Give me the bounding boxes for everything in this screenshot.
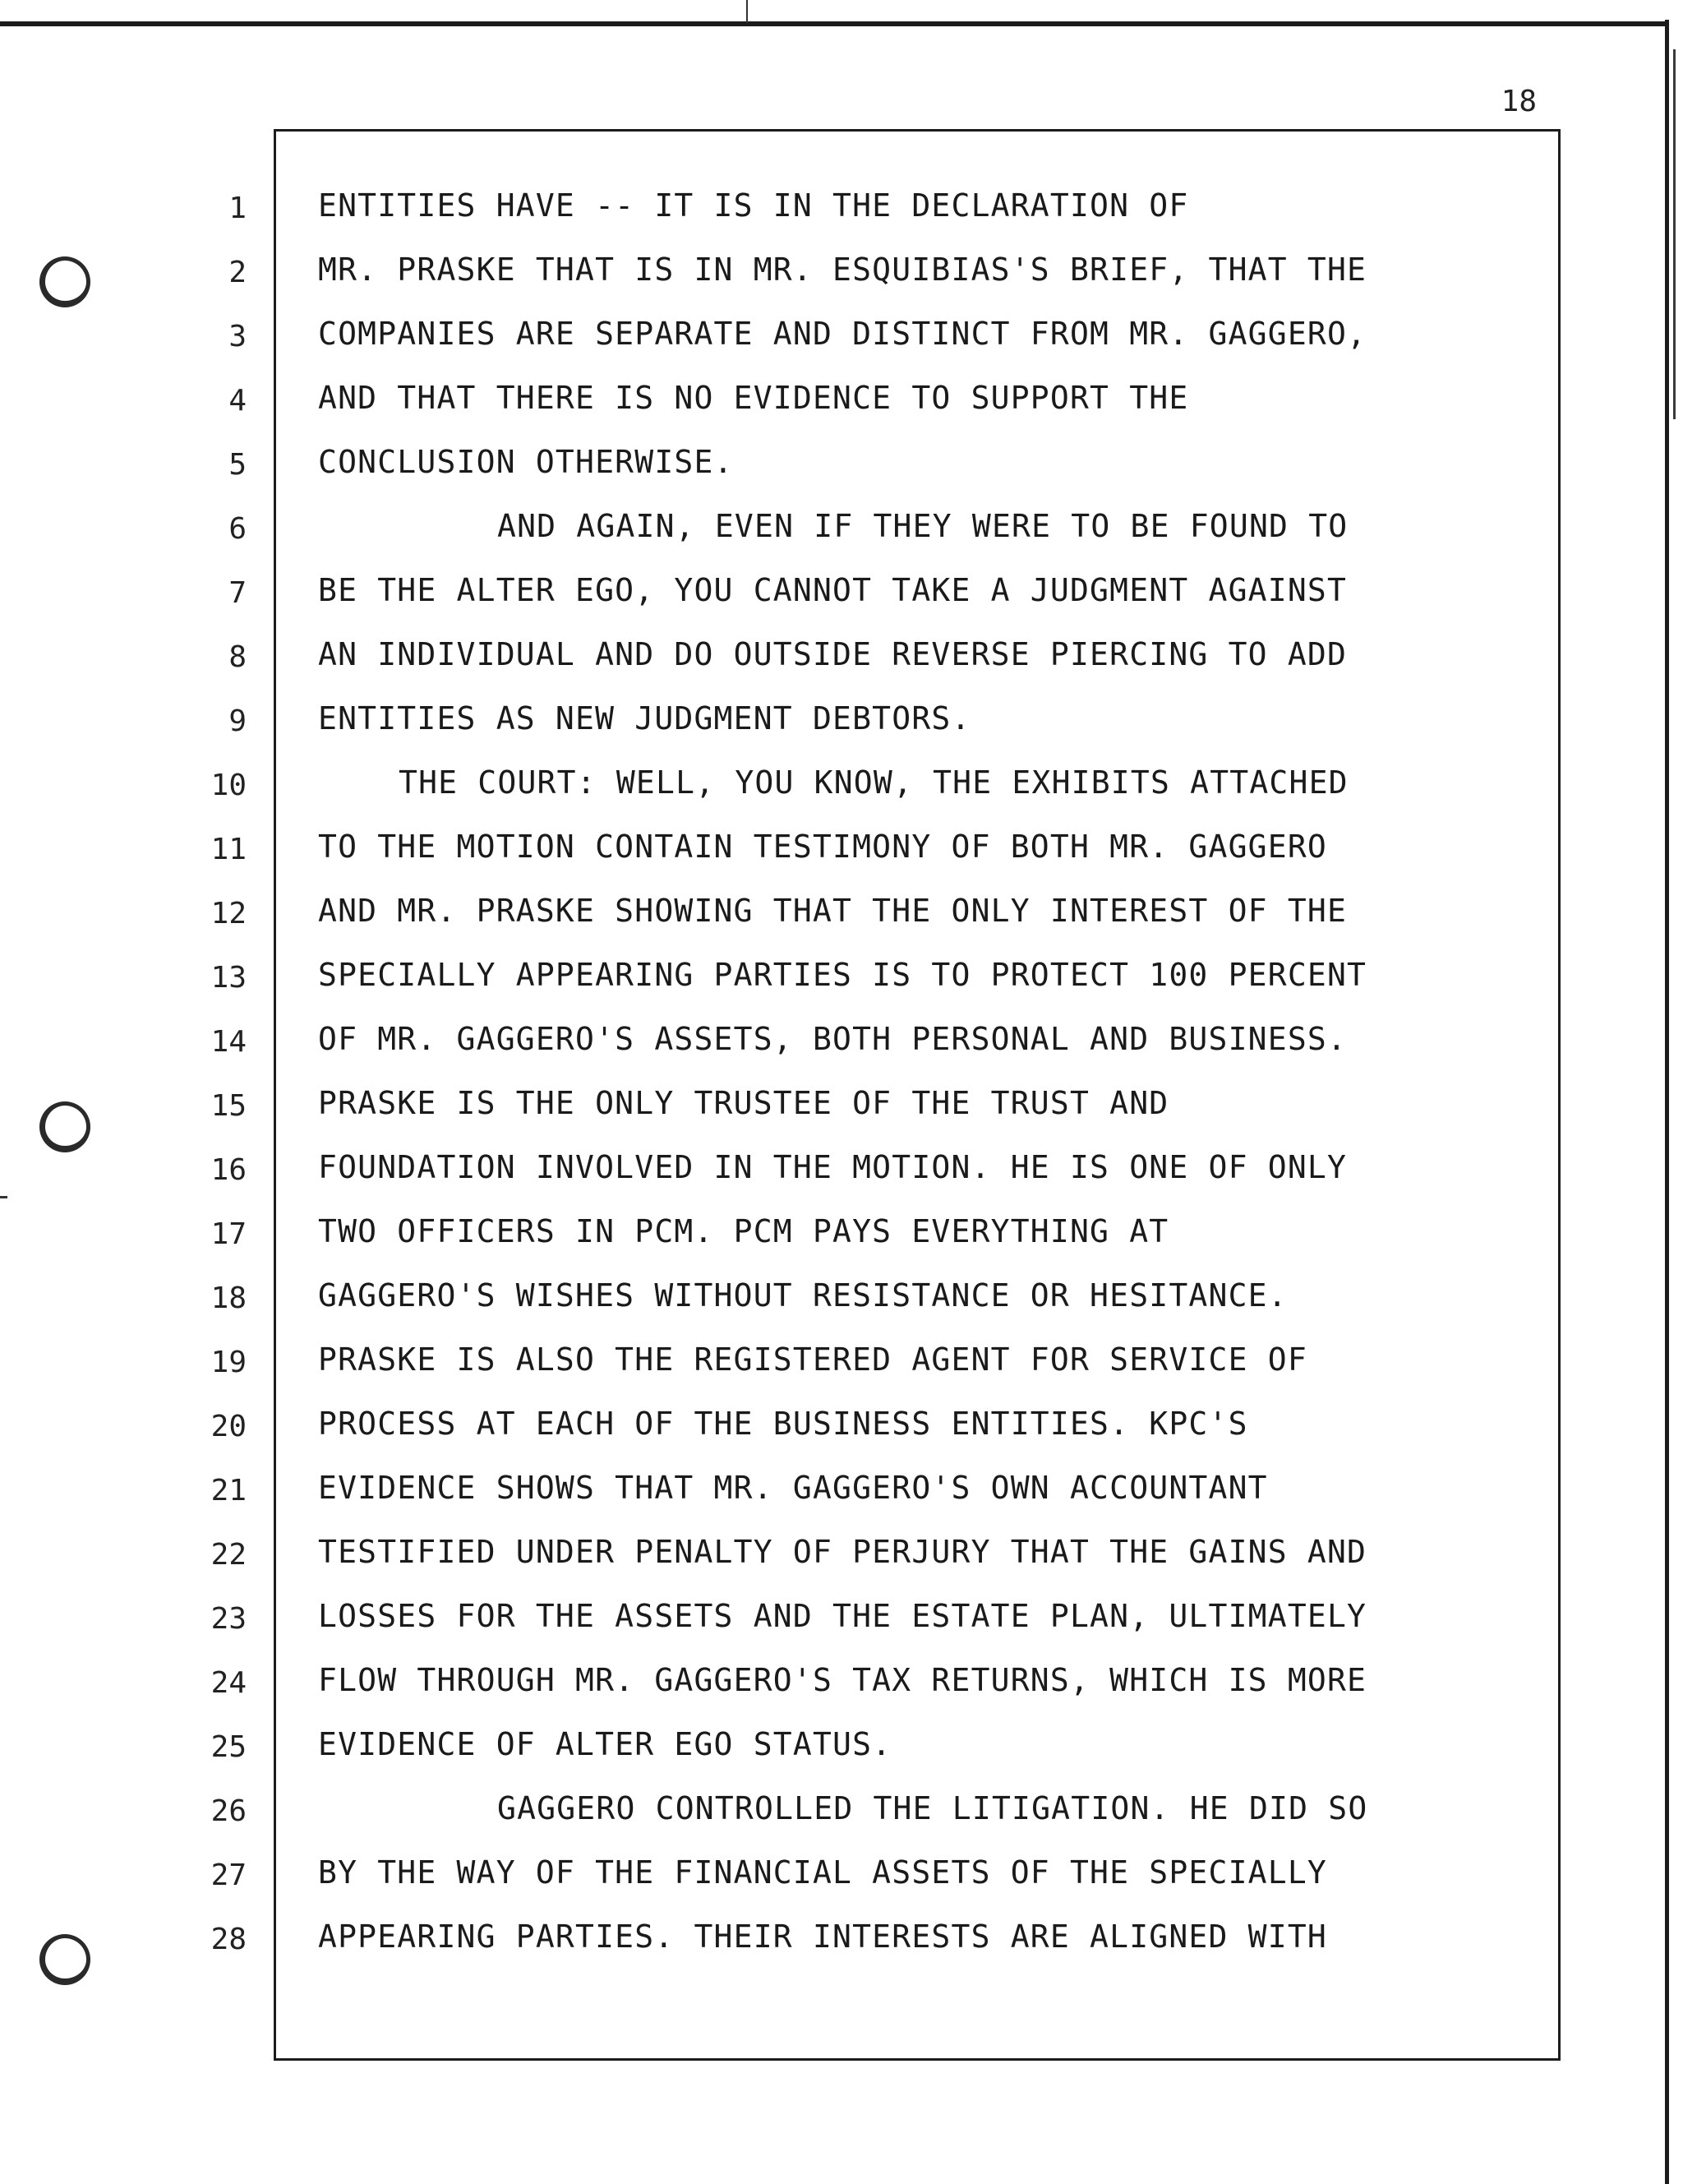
transcript-line: PRASKE IS THE ONLY TRUSTEE OF THE TRUST AND bbox=[318, 1085, 1169, 1121]
transcript-line: ENTITIES HAVE -- IT IS IN THE DECLARATION OF bbox=[318, 187, 1189, 224]
transcript-line: PROCESS AT EACH OF THE BUSINESS ENTITIES. KPC'S bbox=[318, 1406, 1248, 1442]
transcript-line: MR. PRASKE THAT IS IN MR. ESQUIBIAS'S BRIEF, THAT THE bbox=[318, 252, 1367, 288]
line-number: 11 bbox=[210, 833, 247, 866]
transcript-line: TWO OFFICERS IN PCM. PCM PAYS EVERYTHING AT bbox=[318, 1213, 1169, 1249]
transcript-line: EVIDENCE SHOWS THAT MR. GAGGERO'S OWN ACCOUNTANT bbox=[318, 1470, 1268, 1506]
line-number: 15 bbox=[210, 1089, 247, 1123]
transcript-line: TESTIFIED UNDER PENALTY OF PERJURY THAT THE GAINS AND bbox=[318, 1534, 1367, 1570]
line-number: 7 bbox=[228, 576, 247, 610]
transcript-line: BE THE ALTER EGO, YOU CANNOT TAKE A JUDGMENT AGAINST bbox=[318, 572, 1348, 608]
transcript-line: FLOW THROUGH MR. GAGGERO'S TAX RETURNS, WHICH IS MORE bbox=[318, 1662, 1367, 1698]
transcript-line: APPEARING PARTIES. THEIR INTERESTS ARE ALIGNED WITH bbox=[318, 1919, 1327, 1955]
line-number: 27 bbox=[210, 1858, 247, 1892]
line-number: 25 bbox=[210, 1730, 247, 1764]
transcript-line: FOUNDATION INVOLVED IN THE MOTION. HE IS ONE OF ONLY bbox=[318, 1149, 1348, 1185]
binder-hole-bottom bbox=[39, 1934, 90, 1985]
line-number: 18 bbox=[210, 1281, 247, 1315]
right-edge-rule bbox=[1665, 20, 1669, 2184]
transcript-line: AN INDIVIDUAL AND DO OUTSIDE REVERSE PIERCING TO ADD bbox=[318, 636, 1348, 672]
transcript-line: AND AGAIN, EVEN IF THEY WERE TO BE FOUND TO bbox=[497, 508, 1349, 544]
line-number: 1 bbox=[228, 192, 247, 225]
transcript-line: EVIDENCE OF ALTER EGO STATUS. bbox=[318, 1726, 892, 1762]
right-edge-shadow bbox=[1673, 49, 1676, 419]
transcript-line: COMPANIES ARE SEPARATE AND DISTINCT FROM MR. GAGGERO, bbox=[318, 316, 1367, 352]
line-number: 2 bbox=[228, 256, 247, 289]
line-number: 10 bbox=[210, 769, 247, 802]
transcript-line: AND THAT THERE IS NO EVIDENCE TO SUPPORT THE bbox=[318, 380, 1189, 416]
line-number: 21 bbox=[210, 1474, 247, 1508]
transcript-line: OF MR. GAGGERO'S ASSETS, BOTH PERSONAL AND BUSINESS. bbox=[318, 1021, 1348, 1057]
line-number: 22 bbox=[210, 1538, 247, 1572]
binder-hole-top bbox=[39, 256, 90, 307]
line-number: 9 bbox=[228, 704, 247, 738]
transcript-line: CONCLUSION OTHERWISE. bbox=[318, 444, 734, 480]
speaker-line: THE COURT: WELL, YOU KNOW, THE EXHIBITS ATTACHED bbox=[399, 764, 1349, 801]
transcript-line: TO THE MOTION CONTAIN TESTIMONY OF BOTH MR. GAGGERO bbox=[318, 829, 1327, 865]
transcript-line: SPECIALLY APPEARING PARTIES IS TO PROTECT 100 PERCENT bbox=[318, 957, 1367, 993]
top-edge-tick bbox=[746, 0, 748, 23]
line-number: 16 bbox=[210, 1153, 247, 1187]
line-number: 8 bbox=[228, 640, 247, 674]
line-number: 13 bbox=[210, 961, 247, 995]
line-number: 3 bbox=[228, 320, 247, 353]
line-number: 23 bbox=[210, 1602, 247, 1636]
line-number: 24 bbox=[210, 1666, 247, 1700]
transcript-line: GAGGERO CONTROLLED THE LITIGATION. HE DID SO bbox=[497, 1790, 1368, 1826]
transcript-line: GAGGERO'S WISHES WITHOUT RESISTANCE OR HESITANCE. bbox=[318, 1277, 1288, 1314]
line-number: 17 bbox=[210, 1217, 247, 1251]
transcript-line: AND MR. PRASKE SHOWING THAT THE ONLY INTEREST OF THE bbox=[318, 893, 1348, 929]
line-number: 14 bbox=[210, 1025, 247, 1059]
line-number: 4 bbox=[228, 384, 247, 418]
line-number: 12 bbox=[210, 897, 247, 930]
transcript-line: LOSSES FOR THE ASSETS AND THE ESTATE PLAN, ULTIMATELY bbox=[318, 1598, 1367, 1634]
transcript-line: PRASKE IS ALSO THE REGISTERED AGENT FOR SERVICE OF bbox=[318, 1341, 1307, 1378]
transcript-line: BY THE WAY OF THE FINANCIAL ASSETS OF THE SPECIALLY bbox=[318, 1854, 1327, 1891]
top-edge-rule bbox=[0, 21, 1668, 26]
line-number: 6 bbox=[228, 512, 247, 546]
transcript-line: ENTITIES AS NEW JUDGMENT DEBTORS. bbox=[318, 700, 971, 736]
left-edge-mark bbox=[0, 1196, 7, 1198]
page-number: 18 bbox=[1501, 85, 1537, 118]
binder-hole-middle bbox=[39, 1101, 90, 1152]
line-number: 5 bbox=[228, 448, 247, 482]
line-number: 20 bbox=[210, 1410, 247, 1443]
line-number: 26 bbox=[210, 1794, 247, 1828]
line-number: 28 bbox=[210, 1923, 247, 1956]
line-number: 19 bbox=[210, 1346, 247, 1379]
